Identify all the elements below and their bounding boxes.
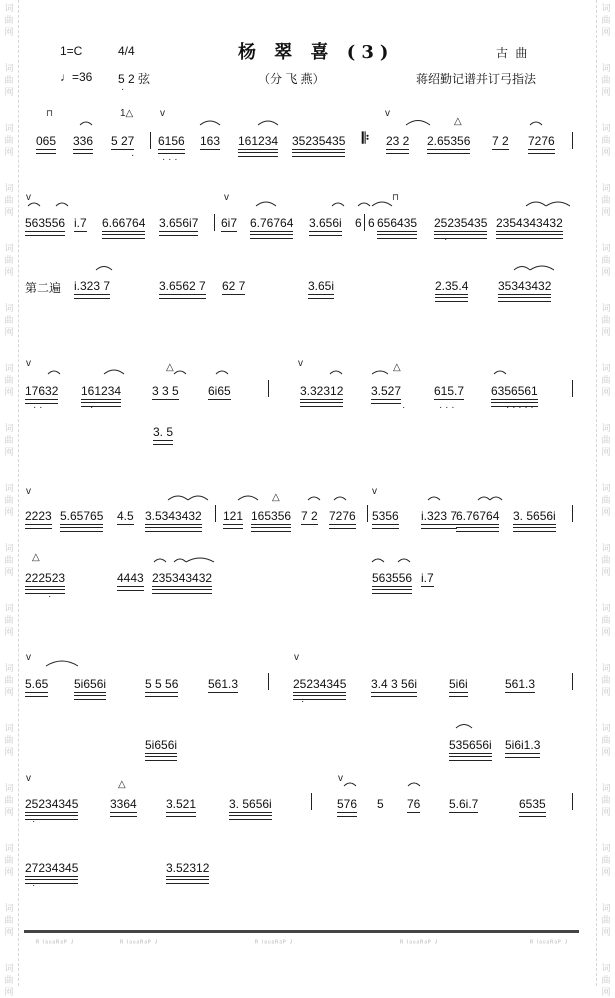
note-group: 6i65 — [208, 384, 231, 398]
watermark-glyph: 词 — [4, 4, 14, 14]
watermark-glyph: 曲 — [601, 316, 611, 326]
watermark-glyph: 词 — [601, 964, 611, 974]
string-tuning: 5 2 弦 — [118, 72, 151, 86]
slur — [48, 371, 60, 374]
octave-dot: · — [32, 816, 36, 827]
watermark-glyph: 曲 — [4, 856, 14, 866]
note-group: 563556 — [372, 571, 412, 594]
watermark-glyph: 词 — [4, 304, 14, 314]
watermark-glyph: 网 — [601, 868, 611, 878]
watermark-glyph: 词 — [4, 784, 14, 794]
watermark-glyph: 曲 — [4, 556, 14, 566]
note-group: 563556 — [25, 216, 65, 236]
watermark-glyph: 曲 — [4, 436, 14, 446]
harmonic-mark: △ — [32, 552, 40, 563]
note-group: 561.3 — [208, 677, 239, 691]
watermark-glyph: 网 — [601, 508, 611, 518]
watermark-glyph: 网 — [601, 388, 611, 398]
note-group: 3.527 — [371, 384, 401, 404]
watermark-glyph: 词 — [601, 424, 611, 434]
note-group: 23 2 — [386, 134, 409, 154]
note-group: 5i656i — [74, 677, 106, 700]
watermark-glyph: 网 — [4, 328, 14, 338]
watermark-glyph: 曲 — [4, 316, 14, 326]
note-group: 4.5 — [117, 509, 134, 523]
note-group: 165356 — [251, 509, 291, 532]
watermark-glyph: 网 — [601, 688, 611, 698]
slur — [104, 370, 124, 374]
alternate-note-group: 27234345 — [25, 861, 78, 884]
note-group: 5 5 56 — [145, 677, 178, 697]
repeat-sign: 𝄆 — [362, 130, 370, 147]
watermark-glyph: 网 — [601, 808, 611, 818]
bow-down-mark: v — [26, 358, 31, 369]
watermark-glyph: 曲 — [601, 736, 611, 746]
note-group: 35343432 — [498, 279, 551, 302]
slur — [80, 122, 92, 125]
watermark-glyph: 网 — [601, 208, 611, 218]
octave-dot: · — [121, 84, 125, 95]
note-group: 3. 5656i — [229, 797, 272, 820]
note-group: 161234 — [238, 134, 278, 157]
watermark-glyph: 词 — [601, 724, 611, 734]
watermark-glyph: 词 — [4, 484, 14, 494]
watermark-glyph: 词 — [601, 664, 611, 674]
note-group: 4443 — [117, 571, 144, 591]
watermark-glyph: 曲 — [4, 676, 14, 686]
watermark-glyph: 曲 — [601, 916, 611, 926]
slur — [372, 202, 392, 206]
note-group: 3364 — [110, 797, 137, 817]
watermark-glyph: 曲 — [601, 136, 611, 146]
note-group: 2223 — [25, 509, 52, 529]
slur — [258, 121, 278, 125]
slur — [308, 497, 320, 500]
watermark-glyph: 曲 — [4, 976, 14, 986]
watermark-glyph: 网 — [4, 808, 14, 818]
note-group: 17632 — [25, 384, 58, 404]
note-group: 2.35.4 — [435, 279, 468, 302]
bow-down-mark: v — [338, 773, 343, 784]
harmonic-mark: △ — [118, 779, 126, 790]
note-group: 336 — [73, 134, 93, 154]
bow-up-mark: ⊓ — [46, 108, 54, 118]
note-group: 163 — [200, 134, 221, 148]
footer-watermark: ᴿ ᴵᵃᵘᵃᴿᵃᴾ ᴶ — [255, 940, 293, 947]
octave-dot: · — [48, 591, 52, 602]
note-group: 3.32312 — [300, 384, 343, 407]
watermark-glyph: 词 — [601, 184, 611, 194]
note-group: 656435 — [377, 216, 417, 239]
note-group: 25235435 — [434, 216, 487, 239]
note-group: 3 3 5 — [152, 384, 179, 398]
watermark-glyph: 网 — [601, 268, 611, 278]
note-group: 3.656i7 — [159, 216, 198, 236]
watermark-glyph: 网 — [4, 448, 14, 458]
watermark-glyph: 词 — [601, 364, 611, 374]
watermark-glyph: 曲 — [4, 76, 14, 86]
note-group: 235343432 — [152, 571, 212, 594]
note-group: i.7 — [74, 216, 87, 230]
slur — [546, 202, 570, 206]
watermark-glyph: 曲 — [601, 676, 611, 686]
note-group: 3.5343432 — [145, 509, 202, 532]
footer-watermark: ᴿ ᴵᵃᵘᵃᴿᵃᴾ ᴶ — [400, 940, 438, 947]
credit-line: 蒋绍勤记谱并订弓指法 — [416, 72, 537, 86]
slur — [344, 783, 356, 786]
bow-down-mark: v — [26, 486, 31, 497]
watermark-glyph: 网 — [601, 28, 611, 38]
note-group: 25234345 — [25, 797, 78, 820]
slur — [168, 496, 188, 500]
watermark-glyph: 曲 — [4, 256, 14, 266]
watermark-glyph: 词 — [601, 604, 611, 614]
watermark-glyph: 词 — [601, 4, 611, 14]
watermark-glyph: 网 — [601, 628, 611, 638]
slur — [238, 496, 258, 500]
octave-dot: · · · · · — [506, 402, 534, 413]
slur — [332, 203, 344, 206]
watermark-glyph: 曲 — [4, 796, 14, 806]
bow-down-mark: v — [224, 192, 229, 203]
watermark-glyph: 曲 — [601, 76, 611, 86]
watermark-glyph: 网 — [601, 568, 611, 578]
note-group: 62 7 — [222, 279, 246, 293]
note-group: 121 — [223, 509, 243, 529]
bow-down-mark: v — [26, 192, 31, 203]
watermark-glyph: 词 — [4, 964, 14, 974]
watermark-glyph: 网 — [4, 988, 14, 998]
watermark-glyph: 词 — [4, 124, 14, 134]
slur — [456, 725, 472, 729]
note-group: 3.65i — [308, 279, 334, 299]
genre-label: 古 曲 — [496, 46, 530, 60]
key-signature: 1=C — [60, 44, 83, 58]
octave-dot: · · · — [162, 154, 178, 165]
note-group: 6535 — [519, 797, 546, 817]
bow-up-mark: ⊓ — [392, 192, 400, 202]
watermark-glyph: 词 — [601, 484, 611, 494]
watermark-glyph: 网 — [4, 508, 14, 518]
note-group: 6156 — [158, 134, 185, 154]
note-group: 3.4 3 56i — [371, 677, 417, 697]
note-group: 3.521 — [166, 797, 196, 817]
slur — [154, 559, 166, 562]
watermark-glyph: 曲 — [4, 736, 14, 746]
watermark-glyph: 曲 — [601, 376, 611, 386]
watermark-glyph: 词 — [601, 124, 611, 134]
watermark-glyph: 网 — [4, 748, 14, 758]
note-group: 7 2 — [492, 134, 509, 148]
slur — [372, 371, 388, 374]
footer-watermark: ᴿ ᴵᵃᵘᵃᴿᵃᴾ ᴶ — [36, 940, 74, 947]
watermark-glyph: 网 — [4, 628, 14, 638]
watermark-glyph: 词 — [4, 604, 14, 614]
note-group: i.323 7 — [74, 279, 110, 299]
watermark-glyph: 词 — [601, 544, 611, 554]
watermark-glyph: 网 — [601, 748, 611, 758]
harmonic-mark: △ — [272, 492, 280, 503]
watermark-glyph: 网 — [601, 448, 611, 458]
slur — [408, 783, 420, 786]
slur — [256, 202, 276, 206]
slur — [174, 559, 186, 562]
slur — [28, 203, 40, 206]
watermark-glyph: 曲 — [4, 376, 14, 386]
slur — [334, 497, 346, 500]
watermark-glyph: 曲 — [4, 496, 14, 506]
bottom-rule — [24, 930, 579, 933]
time-signature: 4/4 — [118, 44, 135, 58]
watermark-glyph: 曲 — [601, 556, 611, 566]
alternate-note-group: 3.52312 — [166, 861, 209, 884]
watermark-glyph: 词 — [4, 424, 14, 434]
watermark-glyph: 曲 — [4, 136, 14, 146]
note-group: 6.66764 — [102, 216, 145, 239]
slur — [186, 558, 214, 562]
watermark-glyph: 词 — [601, 904, 611, 914]
note-group: 161234 — [81, 384, 121, 407]
watermark-glyph: 曲 — [601, 616, 611, 626]
watermark-glyph: 曲 — [601, 196, 611, 206]
octave-dot: · · · — [439, 402, 455, 413]
note-group: 2354343432 — [496, 216, 563, 239]
note-group: 6356561 — [491, 384, 538, 407]
watermark-glyph: 曲 — [601, 16, 611, 26]
watermark-glyph: 词 — [601, 64, 611, 74]
note-group: 3. 5656i — [513, 509, 556, 532]
song-title: 杨 翠 喜 (3) — [238, 42, 395, 63]
note-group: 5.65765 — [60, 509, 103, 532]
note-group: 7276 — [528, 134, 555, 154]
watermark-glyph: 词 — [4, 724, 14, 734]
note-group: 6i7 — [221, 216, 238, 230]
watermark-glyph: 网 — [4, 388, 14, 398]
watermark-glyph: 曲 — [601, 976, 611, 986]
watermark-glyph: 网 — [4, 688, 14, 698]
watermark-glyph: 词 — [4, 844, 14, 854]
note-group: 576 — [337, 797, 357, 817]
watermark-glyph: 词 — [601, 844, 611, 854]
octave-dot: · — [32, 880, 36, 891]
note-group: 5356 — [372, 509, 399, 529]
watermark-glyph: 词 — [4, 64, 14, 74]
slur — [478, 497, 490, 500]
watermark-glyph: 词 — [4, 904, 14, 914]
slur — [428, 497, 440, 500]
watermark-glyph: 网 — [4, 268, 14, 278]
watermark-glyph: 网 — [4, 868, 14, 878]
watermark-glyph: 网 — [601, 928, 611, 938]
note-group: 2.65356 — [427, 134, 470, 154]
watermark-glyph: 词 — [601, 784, 611, 794]
slur — [188, 496, 208, 500]
watermark-glyph: 曲 — [4, 16, 14, 26]
watermark-glyph: 曲 — [601, 436, 611, 446]
note-group: 561.3 — [505, 677, 536, 691]
bow-down-mark: v — [26, 652, 31, 663]
watermark-glyph: 词 — [601, 304, 611, 314]
note-group: i.7 — [421, 571, 434, 585]
slur — [200, 121, 220, 125]
octave-dot: · — [131, 150, 135, 161]
note-group: 3.6562 7 — [159, 279, 206, 299]
footer-watermark: ᴿ ᴵᵃᵘᵃᴿᵃᴾ ᴶ — [120, 940, 158, 947]
slur — [46, 661, 78, 666]
watermark-glyph: 词 — [4, 364, 14, 374]
slur — [330, 371, 342, 374]
octave-dot: · — [90, 402, 94, 413]
harmonic-mark: △ — [166, 362, 174, 373]
octave-dot: · · — [33, 402, 43, 413]
watermark-glyph: 曲 — [4, 196, 14, 206]
watermark-glyph: 网 — [4, 208, 14, 218]
watermark-glyph: 词 — [4, 664, 14, 674]
slur — [216, 371, 228, 374]
watermark-glyph: 网 — [601, 88, 611, 98]
note-group: 3.656i — [309, 216, 342, 236]
bow-down-mark: v — [26, 773, 31, 784]
note-group: 065 — [36, 134, 56, 154]
slur — [398, 559, 410, 562]
slur — [530, 122, 542, 125]
note-group: 5.6i.7 — [449, 797, 479, 811]
octave-dot: · — [444, 234, 448, 245]
second-pass-label: 第二遍 — [25, 281, 62, 295]
watermark-glyph: 曲 — [4, 916, 14, 926]
slur — [358, 203, 370, 206]
bow-down-mark: v — [294, 652, 299, 663]
note-group: 25234345 — [293, 677, 346, 700]
fingering-mark: 1△ — [120, 108, 134, 119]
note-group: i.323 7 — [421, 509, 457, 529]
slur — [530, 266, 554, 270]
slur — [96, 267, 112, 271]
slur — [406, 121, 430, 126]
octave-dot: · — [402, 402, 406, 413]
note-group: 5 27 — [111, 134, 135, 148]
note: 5 — [377, 797, 384, 811]
slur — [174, 371, 186, 374]
watermark-glyph: 网 — [4, 88, 14, 98]
note-group: 76 — [407, 797, 421, 811]
bow-down-mark: v — [385, 108, 390, 119]
note: 6 — [355, 216, 362, 230]
note-group: 7 2 — [301, 509, 318, 523]
slur — [494, 371, 506, 374]
bow-down-mark: v — [160, 108, 165, 119]
watermark-glyph: 网 — [4, 568, 14, 578]
slur — [490, 497, 502, 500]
watermark-glyph: 曲 — [601, 256, 611, 266]
watermark-glyph: 词 — [601, 244, 611, 254]
watermark-glyph: 曲 — [4, 616, 14, 626]
slur — [514, 267, 530, 271]
bow-down-mark: v — [372, 486, 377, 497]
watermark-glyph: 网 — [601, 148, 611, 158]
alternate-note-group: 3. 5 — [153, 425, 173, 445]
tempo-marking: ♩=36 — [60, 70, 93, 84]
watermark-glyph: 网 — [601, 328, 611, 338]
watermark-glyph: 词 — [4, 244, 14, 254]
note-group: 5.65 — [25, 677, 48, 697]
watermark-glyph: 曲 — [601, 856, 611, 866]
alternate-note-group: 5i656i — [145, 738, 177, 761]
note-group: 6.76764 — [250, 216, 293, 239]
alternate-note-group: 535656i — [449, 738, 492, 761]
slur — [372, 559, 384, 562]
note-group: 615.7 — [434, 384, 465, 398]
watermark-glyph: 词 — [4, 544, 14, 554]
slur — [526, 202, 546, 206]
watermark-glyph: 曲 — [601, 796, 611, 806]
note-group: 7276 — [329, 509, 356, 529]
slur — [56, 203, 68, 206]
watermark-glyph: 网 — [4, 28, 14, 38]
note-group: 222523 — [25, 571, 65, 594]
bow-down-mark: v — [298, 358, 303, 369]
note-group: 5i6i — [449, 677, 468, 697]
watermark-glyph: 曲 — [601, 496, 611, 506]
watermark-glyph: 网 — [4, 148, 14, 158]
note-group: 6.76764 — [456, 509, 499, 532]
octave-dot: · — [301, 696, 305, 707]
watermark-glyph: 网 — [601, 988, 611, 998]
note-group: 35235435 — [292, 134, 345, 157]
harmonic-mark: △ — [454, 116, 462, 127]
harmonic-mark: △ — [393, 362, 401, 373]
watermark-glyph: 词 — [4, 184, 14, 194]
footer-watermark: ᴿ ᴵᵃᵘᵃᴿᵃᴾ ᴶ — [530, 940, 568, 947]
note: 6 — [368, 216, 375, 230]
watermark-glyph: 网 — [4, 928, 14, 938]
subtitle: （分 飞 燕） — [258, 72, 325, 86]
alternate-note-group: 5i6i1.3 — [505, 738, 540, 758]
